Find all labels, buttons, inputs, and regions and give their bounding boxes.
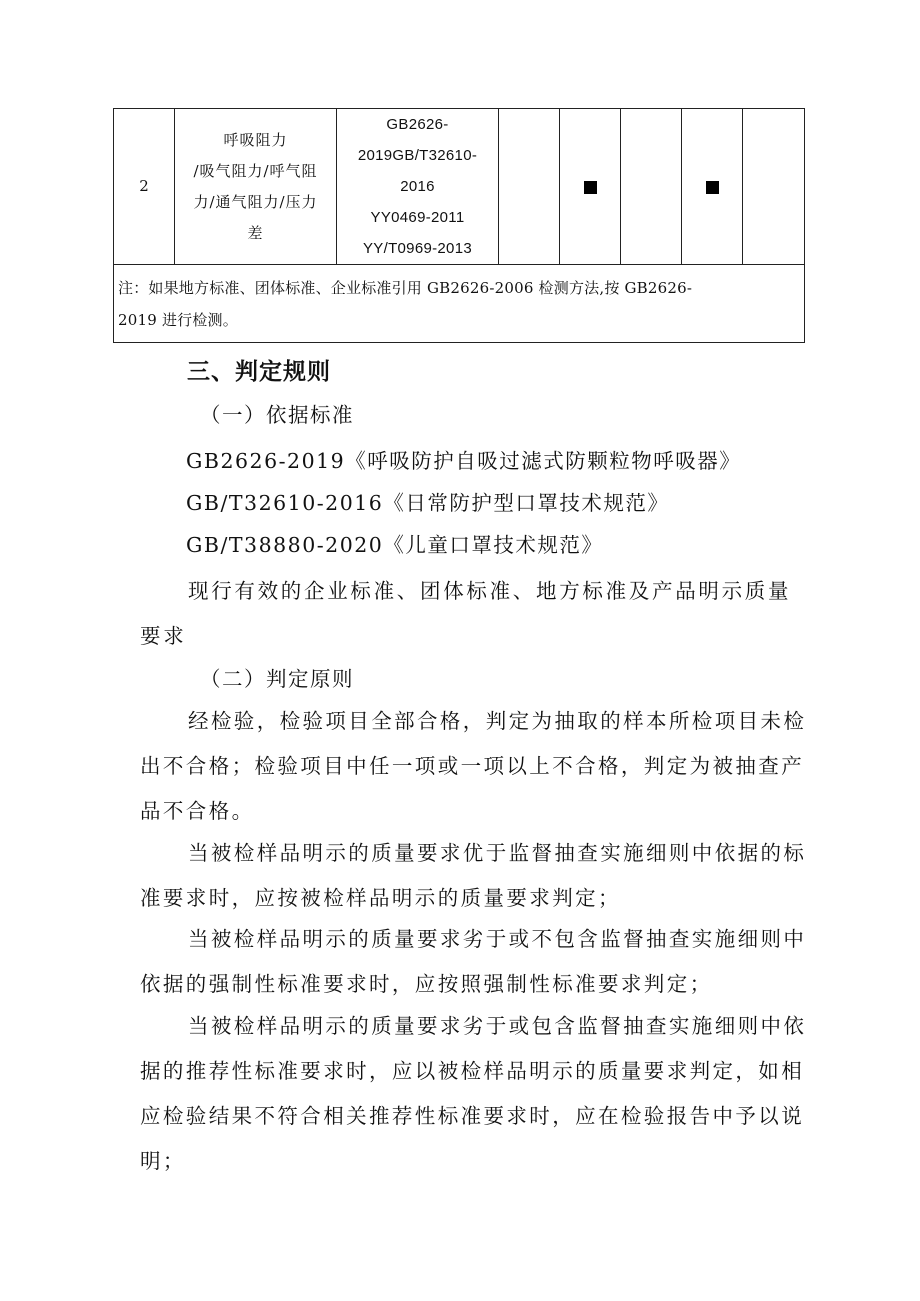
item-name-cell [175, 109, 337, 265]
table-row [114, 109, 805, 265]
section-title: 三、判定规则 [187, 358, 331, 385]
note-line: 注：如果地方标准、团体标准、企业标准引用 GB2626-2006 检测方法,按 GB2626- [118, 278, 693, 297]
subsection-heading: （二）判定原则 [200, 667, 354, 691]
row-number: 2 [114, 109, 175, 265]
item-line: 差 [247, 223, 264, 242]
mark-cell [560, 109, 621, 265]
mark-cell [499, 109, 560, 265]
standard-line: 2016 [400, 178, 435, 195]
standard-line: YY0469-2011 [370, 209, 465, 226]
rule-paragraph: 当被检样品明示的质量要求劣于或不包含监督抽查实施细则中依据的强制性标准要求时，应按照强制性标准要求判定； [140, 927, 807, 996]
item-line: 力/通气阻力/压力 [193, 192, 318, 211]
inspection-table [113, 108, 805, 343]
rule-paragraph: 当被检样品明示的质量要求劣于或包含监督抽查实施细则中依据的推荐性标准要求时，应以被检样品明示的质量要求判定，如相应检验结果不符合相关推荐性标准要求时，应在检验报告中予以说明； [140, 1014, 807, 1173]
subsection-heading: （一）依据标准 [200, 403, 354, 427]
item-line: /吸气阻力/呼气阻 [193, 161, 318, 180]
standard-line: 2019GB/T32610- [357, 147, 478, 164]
rule-paragraph: 当被检样品明示的质量要求优于监督抽查实施细则中依据的标准要求时，应按被检样品明示的质量要求判定； [140, 841, 807, 910]
filled-square-mark [706, 181, 719, 194]
note-row [114, 265, 805, 343]
mark-cell [621, 109, 682, 265]
standard-line: GB2626- [386, 116, 449, 133]
table-note [114, 265, 805, 343]
note-line: 2019 进行检测。 [118, 310, 238, 329]
filled-square-mark [584, 181, 597, 194]
rule-paragraph: 经检验，检验项目全部合格，判定为抽取的样本所检项目未检出不合格；检验项目中任一项或一项以上不合格，判定为被抽查产品不合格。 [140, 709, 807, 823]
mark-cell [743, 109, 805, 265]
standards-extra-paragraph: 现行有效的企业标准、团体标准、地方标准及产品明示质量要求 [140, 579, 792, 648]
standard-reference: GB/T32610-2016《日常防护型口罩技术规范》 [186, 491, 670, 515]
standard-reference: GB2626-2019《呼吸防护自吸过滤式防颗粒物呼吸器》 [186, 449, 742, 473]
standard-cell [337, 109, 499, 265]
standard-reference: GB/T38880-2020《儿童口罩技术规范》 [186, 533, 604, 557]
mark-cell [682, 109, 743, 265]
item-line: 呼吸阻力 [223, 130, 288, 149]
standard-line: YY/T0969-2013 [363, 240, 472, 257]
